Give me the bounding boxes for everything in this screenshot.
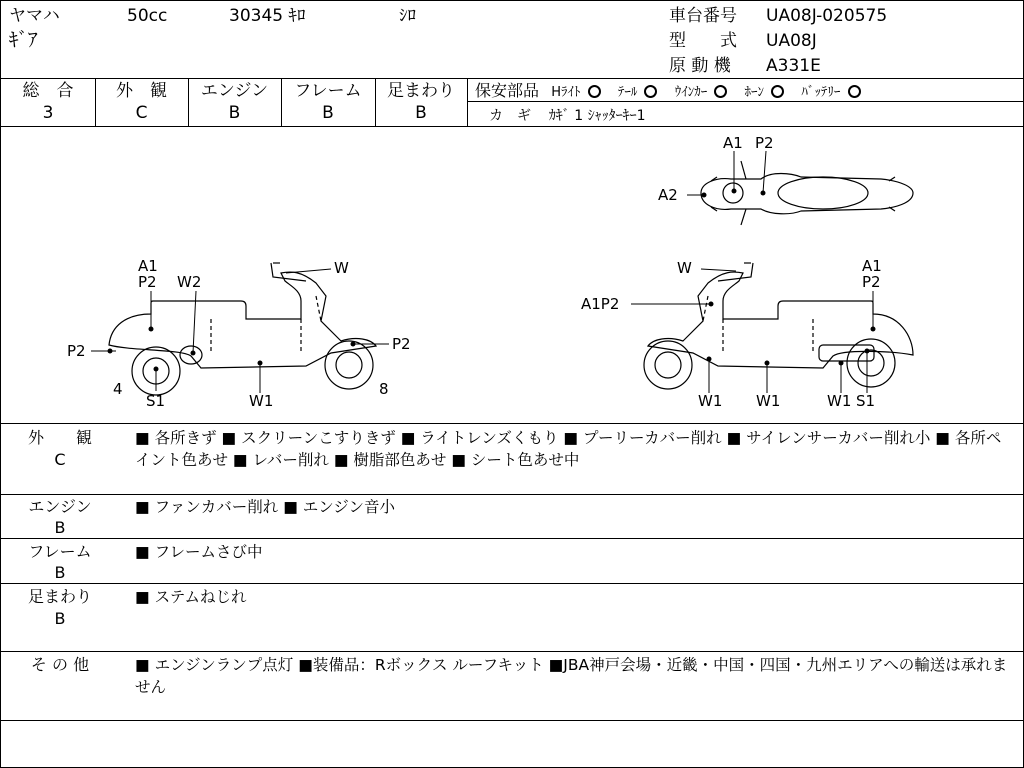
label-right-A1P2: A1P2 (581, 295, 620, 313)
leader-lines (91, 151, 873, 393)
grade-label-exterior: 外 観 (116, 81, 167, 101)
section-grade-suspension: B (54, 609, 66, 628)
body-color: ｼﾛ (399, 6, 416, 26)
ok-circle-icon (848, 85, 861, 98)
label-left-P2-front: P2 (392, 335, 411, 353)
safety-parts (475, 81, 863, 103)
label-top-P2: P2 (755, 134, 774, 152)
ok-circle-icon (714, 85, 727, 98)
safety-item-tail: ﾃｰﾙ (617, 85, 638, 100)
divider (1, 78, 1023, 79)
divider (1, 651, 1023, 652)
label-right-P2: P2 (862, 273, 881, 291)
grade-value-frame: B (322, 103, 334, 123)
key-row (489, 105, 646, 125)
section-grade-engine: B (54, 518, 66, 537)
ok-circle-icon (644, 85, 657, 98)
label-left-W: W (334, 259, 349, 277)
label-left-8: 8 (379, 380, 389, 398)
label-left-P2-rear: P2 (67, 342, 86, 360)
section-label-other: そ の 他 (30, 655, 90, 674)
grade-label-suspension: 足まわり (387, 81, 455, 101)
divider (1, 583, 1023, 584)
ok-circle-icon (588, 85, 601, 98)
label-left-W2: W2 (177, 273, 202, 291)
label-right-A1: A1 (862, 257, 882, 275)
divider (1, 494, 1023, 495)
engine-value: A331E (766, 56, 821, 76)
label-top-A1: A1 (723, 134, 743, 152)
ok-circle-icon (771, 85, 784, 98)
key-label: カ ギ (489, 108, 531, 124)
frame-no-label: 車台番号 (669, 6, 737, 26)
key-value: ｶｷﾞ 1 ｼｬｯﾀｰｷｰ1 (548, 108, 646, 124)
grade-label-engine: エンジン (200, 81, 269, 101)
label-right-W1-c: W1 (827, 392, 852, 410)
divider (467, 78, 468, 126)
label-left-4: 4 (113, 380, 123, 398)
grade-label-frame: フレーム (294, 81, 362, 101)
section-text-engine: ■ ファンカバー削れ ■ エンジン音小 (135, 498, 395, 516)
frame-no: UA08J-020575 (766, 6, 888, 26)
safety-item-winker: ｳｲﾝｶｰ (674, 85, 708, 100)
mileage: 30345 ｷﾛ (229, 6, 306, 26)
section-label-suspension: 足まわり (27, 587, 92, 606)
engine-label: 原 動 機 (669, 56, 731, 76)
type-value: UA08J (766, 31, 817, 51)
damage-diagram (1, 127, 1023, 423)
divider (1, 423, 1023, 424)
type-label: 型 式 (669, 31, 737, 51)
label-left-A1: A1 (138, 257, 158, 275)
label-right-W: W (677, 259, 692, 277)
section-grade-frame: B (54, 563, 66, 582)
safety-item-horn: ﾎｰﾝ (744, 85, 765, 100)
section-grade-exterior: C (54, 450, 66, 469)
grade-value-suspension: B (415, 103, 427, 123)
maker: ヤマハ (9, 6, 60, 26)
section-text-other: ■ エンジンランプ点灯 ■装備品：Rボックス ルーフキット ■JBA神戸会場・近畿・中国・四国・九州エリアへの輸送は承れません (135, 656, 1008, 696)
grade-value-overall: 3 (42, 103, 54, 123)
section-text-suspension: ■ ステムねじれ (135, 588, 247, 606)
section-label-exterior: 外 観 (27, 428, 92, 447)
divider (1, 538, 1023, 539)
section-label-engine: エンジン (28, 497, 92, 516)
divider (1, 720, 1023, 721)
label-right-W1-a: W1 (698, 392, 723, 410)
model-name: ｷﾞｱ (9, 29, 38, 51)
label-left-P2: P2 (138, 273, 157, 291)
safety-label: 保安部品 (475, 81, 540, 100)
grade-value-exterior: C (135, 103, 148, 123)
label-left-W1: W1 (249, 392, 274, 410)
label-right-W1-b: W1 (756, 392, 781, 410)
section-text-frame: ■ フレームさび中 (135, 543, 263, 561)
section-label-frame: フレーム (28, 542, 92, 561)
label-top-A2: A2 (658, 186, 678, 204)
label-right-S1: S1 (856, 392, 876, 410)
displacement: 50cc (127, 6, 168, 26)
section-text-exterior: ■ 各所きず ■ スクリーンこすりきず ■ ライトレンズくもり ■ プーリーカバー削れ ■ サイレンサーカバー削れ小 ■ 各所ペイント色あせ ■ レバー削れ ■ 樹脂部色あせ ■ シート色あせ中 (135, 429, 1002, 469)
marker-dots (108, 189, 876, 372)
grade-value-engine: B (228, 103, 241, 123)
safety-item-battery: ﾊﾞｯﾃﾘｰ (801, 85, 841, 100)
safety-item-headlight: Hﾗｲﾄ (551, 85, 581, 100)
grade-label-overall: 総 合 (22, 81, 74, 101)
label-left-S1: S1 (146, 392, 166, 410)
